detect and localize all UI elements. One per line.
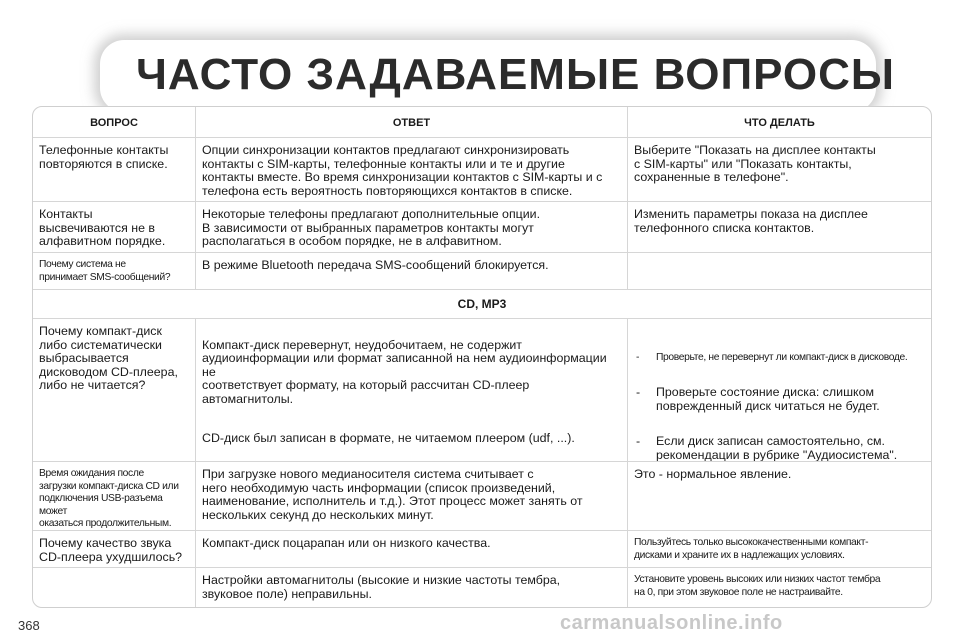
list-item-text: Если диск записан самостоятельно, см. рекомендации в рубрике "Аудиосистема". [656, 434, 898, 461]
question-cell: Почему система не принимает SMS-сообщений? [39, 259, 171, 283]
header-question: ВОПРОС [90, 117, 138, 129]
list-item-text: Проверьте, не перевернут ли компакт-диск в дисководе. [656, 352, 908, 364]
header-answer: ОТВЕТ [195, 107, 627, 137]
table-row [33, 202, 931, 253]
question-cell: Контакты высвечиваются не в алфавитном порядке. [39, 207, 166, 249]
answer-cell: При загрузке нового медианосителя система считывает с него необходимую часть информации (список произведений, наименование, исполнитель и т.д.). Этот процесс может занять от нескольких секунд до нескольких минут. [195, 462, 627, 530]
question-cell: Почему компакт-диск либо систематически выбрасывается дисководом CD-плеера, либо не читается? [39, 324, 178, 393]
question-cell [33, 568, 195, 608]
solution-cell: Изменить параметры показа на дисплее телефонного списка контактов. [627, 202, 931, 252]
page-number: 368 [18, 618, 40, 633]
question-cell: Почему качество звука CD-плеера ухудшилось? [39, 536, 183, 564]
solution-cell [627, 319, 931, 461]
table-row [33, 253, 931, 290]
solution-cell: Это - нормальное явление. [627, 462, 931, 530]
answer-cell: Настройки автомагнитолы (высокие и низкие частоты тембра, звуковое поле) неправильны. [195, 568, 627, 608]
solution-cell: Пользуйтесь только высококачественными компакт- дисками и храните их в надлежащих условиях. [627, 531, 931, 567]
table-header-row [33, 107, 931, 138]
bullet-dash: - [636, 352, 640, 364]
header-solution: ЧТО ДЕЛАТЬ [627, 107, 931, 137]
question-cell: Время ожидания после загрузки компакт-диска CD или подключения USB-разъема может оказаться продолжительным. [39, 468, 179, 530]
table-row [33, 531, 931, 568]
answer-cell: В режиме Bluetooth передача SMS-сообщений блокируется. [195, 253, 627, 289]
section-row [33, 290, 931, 319]
answer-cell: Некоторые телефоны предлагают дополнительные опции. В зависимости от выбранных параметров контакты могут располагаться в особом порядке, не в алфавитном. [195, 202, 627, 252]
answer-cell: Опции синхронизации контактов предлагают синхронизировать контакты с SIM-карты, телефонные контакты или и те и другие контакты вместе. Во время синхронизации контактов с SIM-карты и с телефона есть вероятность повторяющихся контактов в списке. [195, 138, 627, 201]
list-item [634, 435, 925, 461]
list-item [634, 352, 925, 365]
answer-paragraph: CD-диск был записан в формате, не читаемом плеером (udf, ...). [202, 431, 575, 446]
table-row [33, 138, 931, 202]
answer-cell [195, 319, 627, 461]
question-cell: Телефонные контакты повторяются в списке. [39, 143, 169, 171]
solution-list [634, 339, 925, 461]
list-item-text: Проверьте состояние диска: слишком поврежденный диск читаться не будет. [656, 385, 880, 413]
answer-cell: Компакт-диск поцарапан или он низкого качества. [195, 531, 627, 567]
bullet-dash: - [636, 434, 641, 449]
faq-table [32, 106, 932, 608]
section-title: CD, MP3 [457, 297, 507, 311]
solution-cell: Выберите "Показать на дисплее контакты с SIM-карты" или "Показать контакты, сохраненные в телефоне". [627, 138, 931, 201]
watermark: carmanualsonline.info [560, 612, 783, 634]
list-item [634, 386, 925, 413]
table-row [33, 462, 931, 531]
solution-cell: Установите уровень высоких или низких частот тембра на 0, при этом звуковое поле не настраивайте. [627, 568, 931, 608]
table-row [33, 568, 931, 608]
solution-cell [627, 253, 931, 289]
page-title: ЧАСТО ЗАДАВАЕМЫЕ ВОПРОСЫ [136, 50, 895, 99]
bullet-dash: - [636, 385, 641, 400]
table-row [33, 319, 931, 462]
answer-paragraph: Компакт-диск перевернут, неудобочитаем, не содержит аудиоинформации или формат записанной на нем аудиоинформации не соответствует формату, на который рассчитан CD-плеер автомагнитолы. [202, 337, 607, 406]
